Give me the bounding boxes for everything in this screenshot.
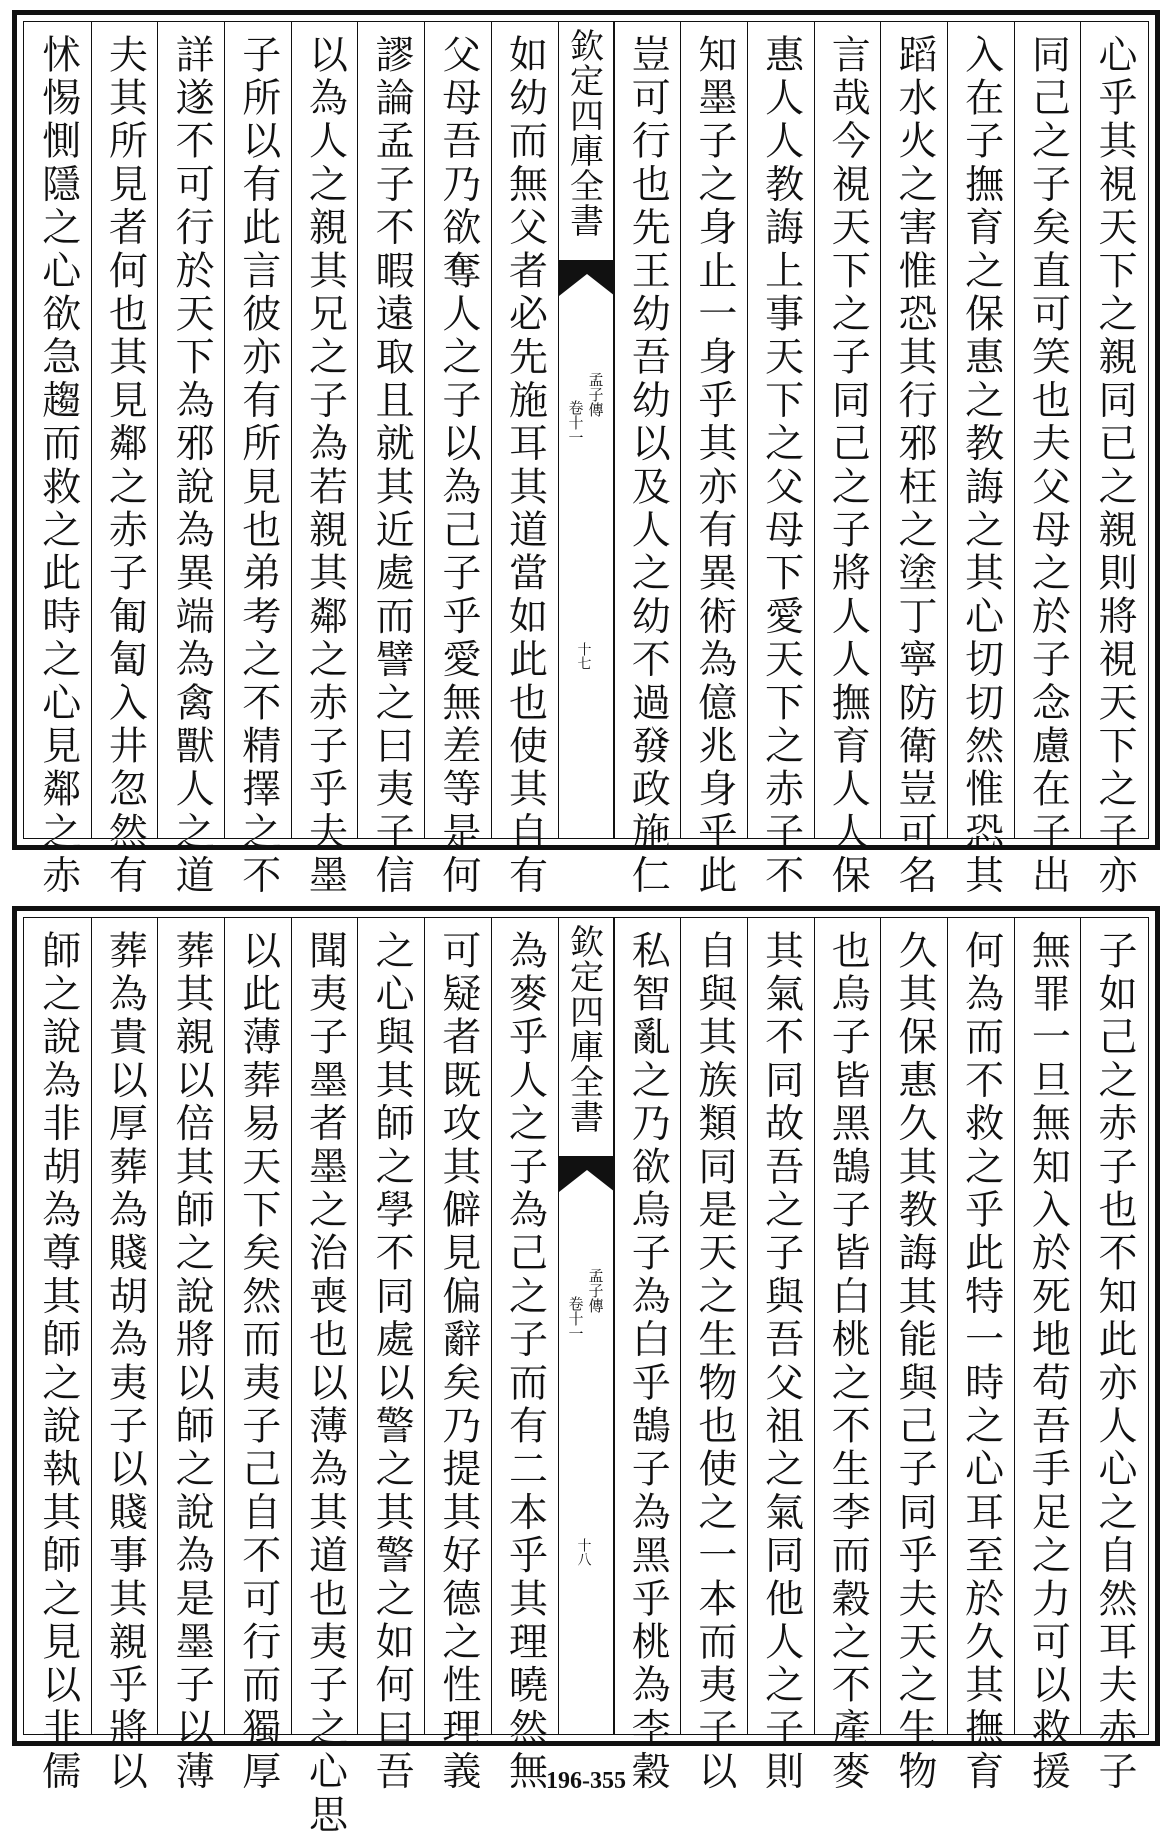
- text-column-right-6: [747, 22, 814, 898]
- text-column-left-3: [357, 22, 424, 898]
- column-text: 知墨子之身止一身乎其亦有異術為億兆身乎此: [691, 34, 737, 898]
- text-column-left-5: [224, 918, 291, 1794]
- column-text: 惠人人教誨上事天下之父母下愛天下之赤子不: [758, 34, 804, 898]
- leaf-page-number: 十七: [575, 642, 592, 670]
- column-text: 久其保惠久其教誨其能與己子同乎夫天之生物: [891, 930, 937, 1794]
- text-column-left-3: [357, 918, 424, 1794]
- text-column-left-1: [491, 22, 558, 898]
- text-column-right-3: [947, 918, 1014, 1794]
- column-text: 葬為貴以厚葬為賤胡為夷子以賤事其親乎將以: [102, 930, 148, 1794]
- text-column-right-4: [880, 918, 947, 1794]
- fishtail-mark-icon: [559, 260, 615, 296]
- column-text: 之心與其師之學不同處以警之其警之如何曰吾: [369, 930, 415, 1794]
- text-column-right-8: [614, 22, 681, 898]
- column-text: 以為人之親其兄之子為若親其鄰之赤子乎夫墨: [302, 34, 348, 898]
- text-column-right-2: [1014, 22, 1081, 898]
- text-column-right-3: [947, 22, 1014, 898]
- text-column-right-7: [680, 22, 747, 898]
- text-column-left-8: [24, 918, 91, 1794]
- text-column-left-4: [291, 22, 358, 898]
- column-text: 為麥乎人之子為己之子而有二本乎其理曉然無: [502, 930, 548, 1794]
- column-text: 如幼而無父者必先施耳其道當如此也使其自有: [502, 34, 548, 898]
- column-text: 心乎其視天下之親同已之親則將視天下之子亦: [1092, 34, 1137, 898]
- text-column-left-7: [91, 22, 158, 898]
- text-column-right-5: [814, 22, 881, 898]
- center-fold-column: [558, 918, 614, 1734]
- column-text: 入在子撫育之保惠之教誨之其心切切然惟恐其: [958, 34, 1004, 898]
- column-text: 言哉今視天下之子同己之子將人人撫育人人保: [825, 34, 871, 898]
- column-text: 詳遂不可行於天下為邪說為異端為禽獸人之道: [169, 34, 215, 898]
- leaf-page-number: 十八: [575, 1538, 592, 1566]
- text-column-left-5: [224, 22, 291, 898]
- column-text: 私智亂之乃欲烏子為白乎鵠子為黑乎桃為李穀: [625, 930, 671, 1794]
- footer-page-code: 196-355: [546, 1768, 626, 1794]
- text-column-left-8: [24, 22, 91, 898]
- center-fold-column: [558, 22, 614, 838]
- text-column-right-8: [614, 918, 681, 1794]
- column-text: 自與其族類同是天之生物也使之一本而夷子以: [691, 930, 737, 1794]
- column-text: 夫其所見者何也其見鄰之赤子匍匐入井忽然有: [102, 34, 148, 898]
- column-text: 其氣不同故吾之子與吾父祖之氣同他人之子則: [758, 930, 804, 1794]
- volume-label: 卷十一: [566, 1296, 585, 1341]
- text-column-left-6: [157, 918, 224, 1794]
- volume-label: 卷十一: [566, 400, 585, 445]
- column-text: 無罪一旦無知入於死地苟吾手足之力可以救援: [1025, 930, 1071, 1794]
- text-column-right-6: [747, 918, 814, 1794]
- column-text: 蹈水火之害惟恐其行邪枉之塗丁寧防衛豈可名: [891, 34, 937, 898]
- column-text: 也烏子皆黑鵠子皆白桃之不生李而穀之不產麥: [825, 930, 871, 1794]
- column-text: 豈可行也先王幼吾幼以及人之幼不過發政施仁: [625, 34, 671, 898]
- column-text: 何為而不救之乎此特一時之心耳至於久其撫育: [958, 930, 1004, 1794]
- header-title: 欽定四庫全書: [563, 924, 604, 1134]
- text-column-right-5: [814, 918, 881, 1794]
- book-label: 孟子傳: [586, 372, 605, 417]
- text-column-left-7: [91, 918, 158, 1794]
- column-text: 以此薄葬易天下矣然而夷子己自不可行而獨厚: [235, 930, 281, 1794]
- column-text: 子所以有此言彼亦有所見也弟考之不精擇之不: [235, 34, 281, 898]
- text-column-right-7: [680, 918, 747, 1794]
- column-text: 聞夷子墨者墨之治喪也以薄為其道也夷子之心思: [302, 930, 348, 1837]
- column-text: 父母吾乃欲奪人之子以為己子乎愛無差等是何: [435, 34, 481, 898]
- column-text: 同己之子矣直可笑也夫父母之於子念慮在子出: [1025, 34, 1071, 898]
- page-top-frame: [23, 21, 1149, 898]
- fishtail-mark-icon: [559, 1156, 615, 1192]
- column-text: 子如己之赤子也不知此亦人心之自然耳夫赤子: [1092, 930, 1137, 1794]
- text-column-left-4: [291, 918, 358, 1837]
- column-text: 葬其親以倍其師之說將以師之說為是墨子以薄: [169, 930, 215, 1794]
- column-text: 師之說為非胡為尊其師之說執其師之見以非儒: [35, 930, 81, 1794]
- text-column-left-2: [424, 918, 491, 1794]
- text-column-left-1: [491, 918, 558, 1794]
- book-label: 孟子傳: [586, 1268, 605, 1313]
- text-column-right-1: [1080, 918, 1147, 1794]
- page-top: [12, 10, 1160, 898]
- header-title: 欽定四庫全書: [563, 28, 604, 238]
- column-text: 謬論孟子不暇遠取且就其近處而譬之曰夷子信: [369, 34, 415, 898]
- column-text: 怵惕惻隱之心欲急趨而救之此時之心見鄰之赤: [35, 34, 81, 898]
- text-column-left-6: [157, 22, 224, 898]
- text-column-left-2: [424, 22, 491, 898]
- text-column-right-4: [880, 22, 947, 898]
- column-text: 可疑者既攻其僻見偏辭矣乃提其好德之性理義: [435, 930, 481, 1794]
- text-column-right-2: [1014, 918, 1081, 1794]
- text-column-right-1: [1080, 22, 1147, 898]
